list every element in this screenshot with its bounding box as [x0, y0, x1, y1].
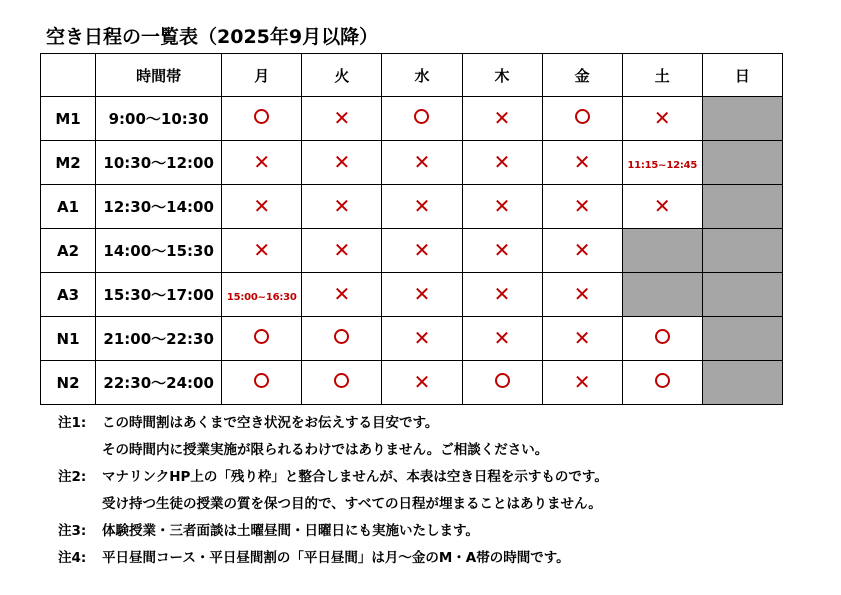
slot-cell-fri — [542, 273, 622, 317]
slot-cell-wed — [382, 185, 462, 229]
slot-cell-tue — [302, 273, 382, 317]
slot-cell-mon — [222, 317, 302, 361]
note-text: 体験授業・三者面談は土曜昼間・日曜日にも実施いたします。 — [102, 523, 479, 539]
note-label: 注3: — [58, 523, 87, 539]
unavailable-cross-icon: ✕ — [493, 106, 511, 130]
header-day-sat: 土 — [622, 54, 702, 97]
header-day-tue: 火 — [302, 54, 382, 97]
unavailable-cross-icon: ✕ — [653, 106, 671, 130]
table-row — [41, 185, 783, 229]
slot-cell-wed — [382, 273, 462, 317]
slot-cell-mon — [222, 361, 302, 405]
note-text: 平日昼間コース・平日昼間割の「平日昼間」は月〜金のM・A帯の時間です。 — [102, 550, 570, 566]
unavailable-cross-icon: ✕ — [573, 194, 591, 218]
note-label: 注1: — [58, 415, 87, 431]
note-label: 注4: — [58, 550, 87, 566]
slot-cell-tue — [302, 141, 382, 185]
available-circle-icon — [334, 373, 349, 388]
unavailable-cross-icon: ✕ — [333, 282, 351, 306]
unavailable-cross-icon: ✕ — [413, 238, 431, 262]
note-text: マナリンクHP上の「残り枠」と整合しませんが、本表は空き日程を示すものです。 — [102, 469, 608, 485]
available-circle-icon — [254, 373, 269, 388]
period-time: 14:00〜15:30 — [96, 229, 222, 273]
page-title: 空き日程の一覧表（2025年9月以降） — [46, 26, 379, 48]
unavailable-cross-icon: ✕ — [493, 326, 511, 350]
note-label: 注2: — [58, 469, 87, 485]
header-day-fri: 金 — [542, 54, 622, 97]
slot-cell-wed — [382, 141, 462, 185]
unavailable-cross-icon: ✕ — [493, 150, 511, 174]
header-code — [41, 54, 96, 97]
available-circle-icon — [655, 373, 670, 388]
slot-cell-thu — [462, 185, 542, 229]
slot-cell-mon — [222, 185, 302, 229]
slot-cell-thu — [462, 97, 542, 141]
slot-cell-tue — [302, 229, 382, 273]
slot-cell-tue — [302, 97, 382, 141]
slot-cell-sat — [622, 229, 702, 273]
slot-cell-mon — [222, 229, 302, 273]
period-time: 9:00〜10:30 — [96, 97, 222, 141]
unavailable-cross-icon: ✕ — [493, 238, 511, 262]
header-time: 時間帯 — [96, 54, 222, 97]
unavailable-cross-icon: ✕ — [653, 194, 671, 218]
unavailable-cross-icon: ✕ — [253, 194, 271, 218]
period-code: M2 — [41, 141, 96, 185]
unavailable-cross-icon: ✕ — [333, 106, 351, 130]
note-text: この時間割はあくまで空き状況をお伝えする目安です。 — [102, 415, 439, 431]
slot-cell-wed — [382, 361, 462, 405]
table-row — [41, 317, 783, 361]
schedule-table — [40, 53, 783, 405]
slot-cell-sun — [702, 141, 782, 185]
slot-cell-tue — [302, 361, 382, 405]
unavailable-cross-icon: ✕ — [573, 282, 591, 306]
slot-cell-sun — [702, 273, 782, 317]
slot-cell-sat — [622, 361, 702, 405]
note-text: 受け持つ生徒の授業の質を保つ目的で、すべての日程が埋まることはありません。 — [102, 496, 602, 512]
header-day-thu: 木 — [462, 54, 542, 97]
table-row — [41, 97, 783, 141]
unavailable-cross-icon: ✕ — [333, 194, 351, 218]
slot-cell-fri — [542, 317, 622, 361]
table-row — [41, 229, 783, 273]
slot-time-note: 11:15~12:45 — [627, 159, 698, 171]
unavailable-cross-icon: ✕ — [493, 194, 511, 218]
period-time: 21:00〜22:30 — [96, 317, 222, 361]
unavailable-cross-icon: ✕ — [333, 150, 351, 174]
slot-cell-fri — [542, 141, 622, 185]
slot-cell-thu — [462, 273, 542, 317]
unavailable-cross-icon: ✕ — [413, 326, 431, 350]
available-circle-icon — [254, 329, 269, 344]
unavailable-cross-icon: ✕ — [413, 150, 431, 174]
available-circle-icon — [334, 329, 349, 344]
unavailable-cross-icon: ✕ — [573, 150, 591, 174]
available-circle-icon — [414, 109, 429, 124]
note-text: その時間内に授業実施が限られるわけではありません。ご相談ください。 — [102, 442, 549, 458]
slot-cell-sun — [702, 361, 782, 405]
period-code: A3 — [41, 273, 96, 317]
available-circle-icon — [495, 373, 510, 388]
available-circle-icon — [655, 329, 670, 344]
slot-cell-tue — [302, 317, 382, 361]
unavailable-cross-icon: ✕ — [253, 238, 271, 262]
period-time: 22:30〜24:00 — [96, 361, 222, 405]
slot-cell-thu — [462, 317, 542, 361]
unavailable-cross-icon: ✕ — [573, 370, 591, 394]
header-day-sun: 日 — [702, 54, 782, 97]
period-code: N2 — [41, 361, 96, 405]
slot-cell-tue — [302, 185, 382, 229]
slot-cell-sat — [622, 273, 702, 317]
slot-cell-sun — [702, 97, 782, 141]
period-code: A1 — [41, 185, 96, 229]
slot-cell-mon — [222, 97, 302, 141]
period-code: A2 — [41, 229, 96, 273]
slot-cell-sun — [702, 229, 782, 273]
slot-cell-wed — [382, 97, 462, 141]
header-row — [41, 54, 783, 97]
unavailable-cross-icon: ✕ — [573, 326, 591, 350]
slot-cell-fri — [542, 361, 622, 405]
unavailable-cross-icon: ✕ — [333, 238, 351, 262]
period-time: 10:30〜12:00 — [96, 141, 222, 185]
slot-cell-sun — [702, 185, 782, 229]
period-time: 12:30〜14:00 — [96, 185, 222, 229]
unavailable-cross-icon: ✕ — [493, 282, 511, 306]
slot-cell-thu — [462, 141, 542, 185]
available-circle-icon — [575, 109, 590, 124]
unavailable-cross-icon: ✕ — [413, 370, 431, 394]
header-day-mon: 月 — [222, 54, 302, 97]
unavailable-cross-icon: ✕ — [253, 150, 271, 174]
slot-cell-sat — [622, 185, 702, 229]
unavailable-cross-icon: ✕ — [413, 282, 431, 306]
slot-cell-sat — [622, 317, 702, 361]
slot-time-note: 15:00~16:30 — [226, 291, 297, 303]
slot-cell-sun — [702, 317, 782, 361]
period-code: M1 — [41, 97, 96, 141]
table-row — [41, 141, 783, 185]
available-circle-icon — [254, 109, 269, 124]
unavailable-cross-icon: ✕ — [573, 238, 591, 262]
slot-cell-thu — [462, 361, 542, 405]
slot-cell-mon — [222, 273, 302, 317]
slot-cell-mon — [222, 141, 302, 185]
slot-cell-fri — [542, 185, 622, 229]
period-time: 15:30〜17:00 — [96, 273, 222, 317]
slot-cell-wed — [382, 317, 462, 361]
unavailable-cross-icon: ✕ — [413, 194, 431, 218]
slot-cell-fri — [542, 229, 622, 273]
slot-cell-wed — [382, 229, 462, 273]
slot-cell-fri — [542, 97, 622, 141]
schedule-body — [41, 97, 783, 405]
table-row — [41, 361, 783, 405]
header-day-wed: 水 — [382, 54, 462, 97]
table-row — [41, 273, 783, 317]
slot-cell-thu — [462, 229, 542, 273]
slot-cell-sat — [622, 141, 702, 185]
period-code: N1 — [41, 317, 96, 361]
slot-cell-sat — [622, 97, 702, 141]
